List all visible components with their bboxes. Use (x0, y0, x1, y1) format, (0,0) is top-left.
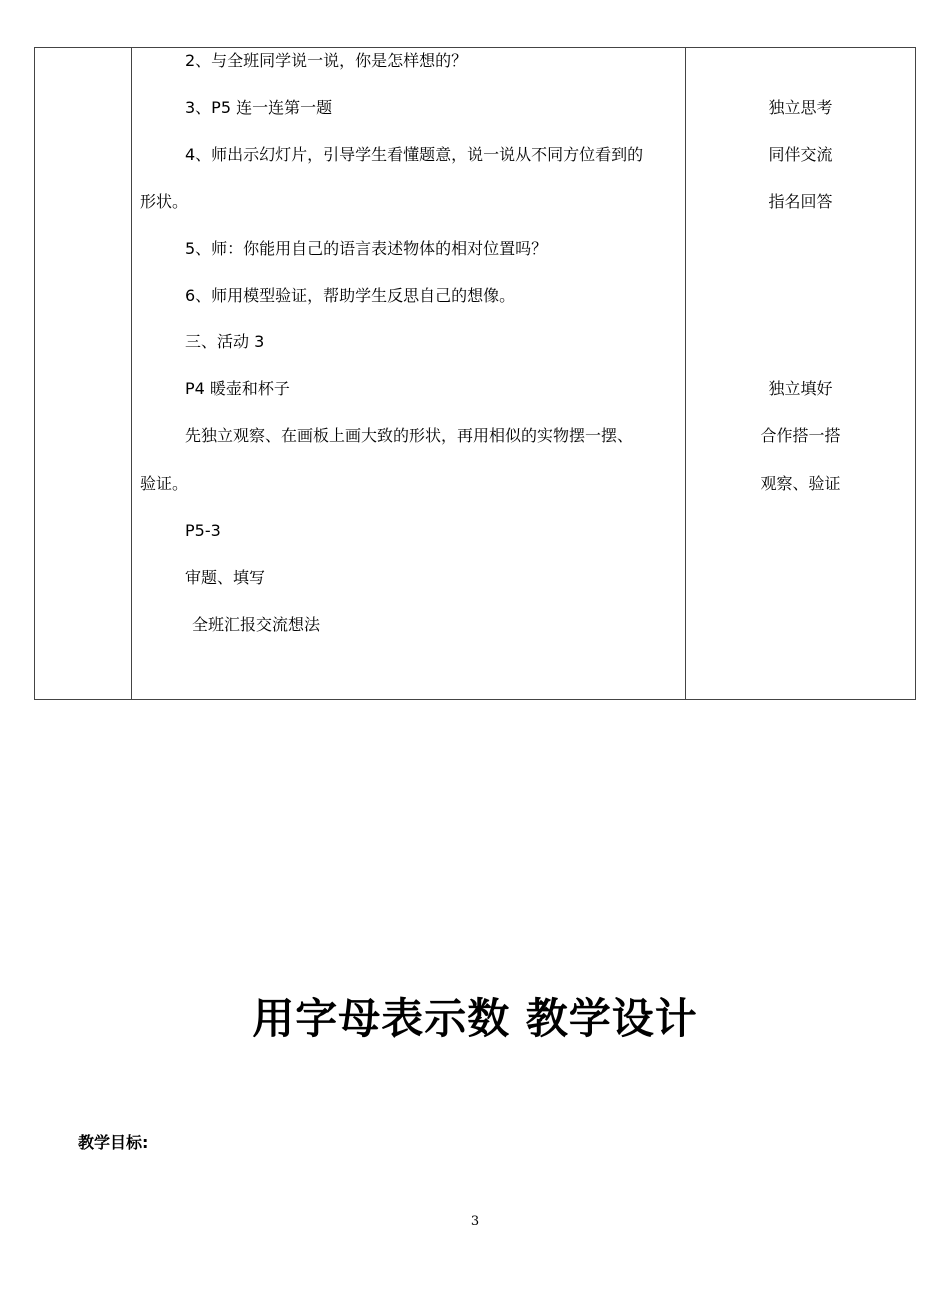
student-action: 合作搭一搭 (760, 426, 841, 445)
activity-line: 6、师用模型验证，帮助学生反思自己的想像。 (185, 286, 516, 305)
activity-line: 形状。 (140, 192, 189, 211)
activity-line: P5-3 (185, 521, 221, 540)
document-title: 用字母表示数 教学设计 (252, 994, 698, 1043)
activity-line: 验证。 (140, 474, 189, 493)
table-row (35, 48, 916, 700)
activity-line: 4、师出示幻灯片，引导学生看懂题意，说一说从不同方位看到的 (185, 145, 644, 164)
activity-line: P4 暖壶和杯子 (185, 379, 290, 398)
empty-cell (35, 48, 132, 700)
page-number: 3 (470, 1214, 480, 1229)
section-label: 教学目标: (78, 1133, 149, 1152)
lesson-table (34, 47, 916, 700)
activity-line: 全班汇报交流想法 (192, 615, 321, 634)
student-action: 同伴交流 (768, 145, 833, 164)
activity-cell (132, 48, 686, 700)
student-action: 观察、验证 (760, 474, 841, 493)
student-action: 独立填好 (768, 379, 833, 398)
activity-line: 5、师：你能用自己的语言表述物体的相对位置吗？ (185, 239, 548, 258)
student-action-cell (686, 48, 916, 700)
activity-line: 2、与全班同学说一说，你是怎样想的？ (185, 51, 468, 70)
activity-line: 审题、填写 (185, 568, 266, 587)
student-action: 指名回答 (768, 192, 833, 211)
activity-heading: 三、活动 3 (185, 332, 265, 351)
activity-line: 3、P5 连一连第一题 (185, 98, 333, 117)
activity-line: 先独立观察、在画板上画大致的形状，再用相似的实物摆一摆、 (185, 426, 634, 445)
student-action: 独立思考 (768, 98, 833, 117)
